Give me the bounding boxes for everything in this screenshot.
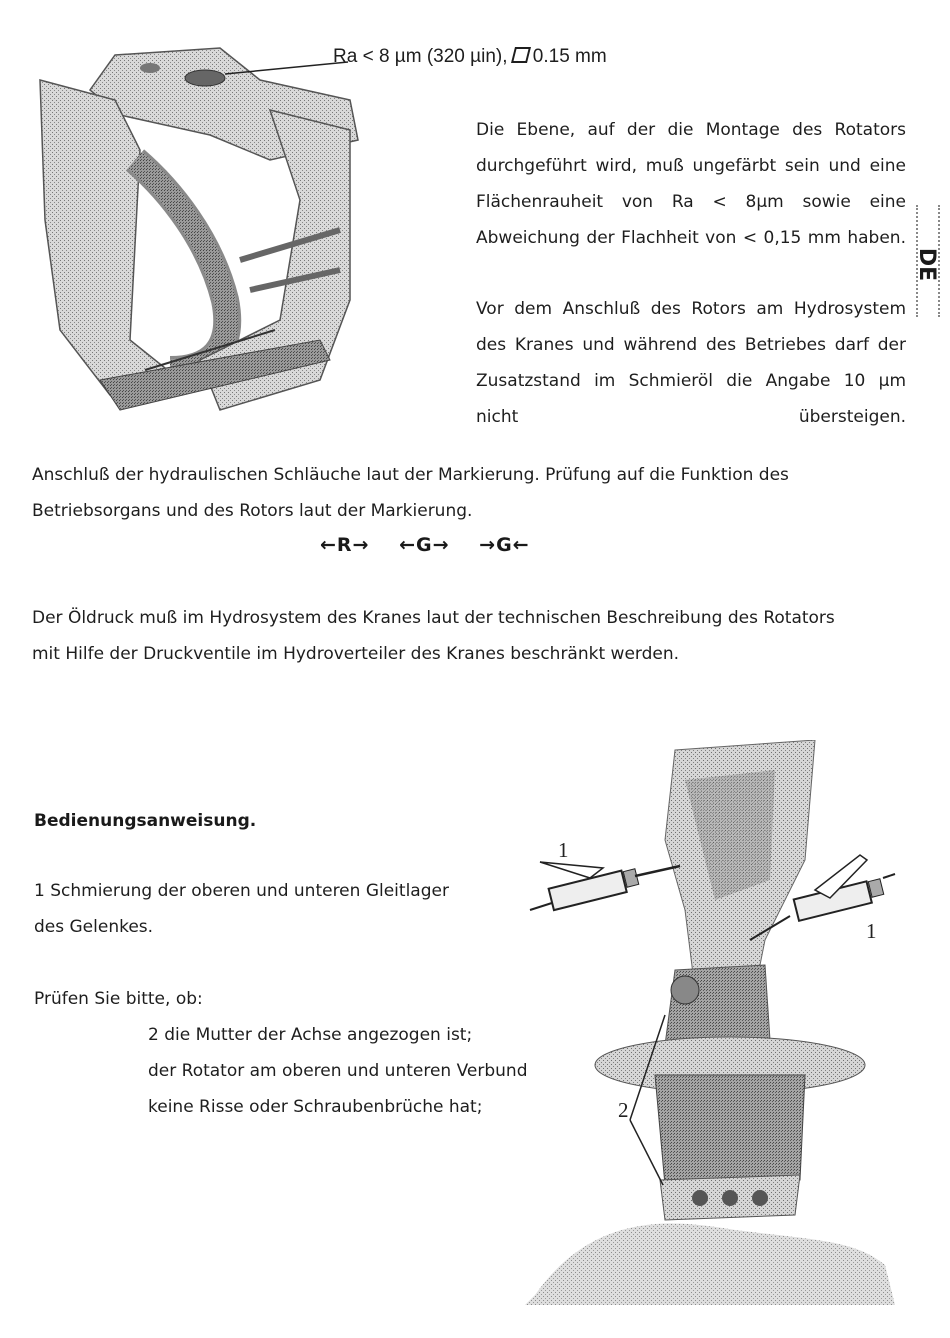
oil-purity-text: Vor dem Anschluß des Rotors am Hydrosystem des Kranes und während des Betriebes darf der Zusatzstand im Schmieröl die Angabe 10 µm nicht übersteigen. — [476, 299, 906, 427]
direction-markers — [320, 534, 552, 556]
figure-label-grease-left: 1 — [558, 838, 569, 862]
flatness-icon — [511, 47, 531, 63]
rotator-lubrication-illustration — [515, 740, 910, 1305]
mounting-surface-text: Die Ebene, auf der die Montage des Rotators durchgeführt wird, muß ungefärbt sein und eine Flächenrauheit von Ra < 8µm sowie eine Abweichung der Flachheit von < 0,15 mm haben. — [476, 120, 906, 248]
hose-connection-paragraph: Anschluß der hydraulischen Schläuche laut der Markierung. Prüfung auf die Funktion des Betriebsorgans und des Rotors laut der Markierung. — [32, 465, 789, 521]
roughness-spec: Ra < 8 µm (320 µin), — [333, 46, 508, 67]
check-item: 2 die Mutter der Achse angezogen ist; — [148, 1025, 473, 1045]
check-item: der Rotator am oberen und unteren Verbund — [148, 1061, 528, 1081]
language-code: DE — [914, 247, 940, 282]
lubrication-step: 1 Schmierung der oberen und unteren Gleitlager des Gelenkes. — [34, 881, 449, 937]
flatness-spec: 0.15 mm — [532, 46, 607, 67]
marker-g-in: →G← — [479, 534, 530, 556]
oil-purity-paragraph — [476, 291, 906, 435]
grease-gun-left-icon — [530, 862, 680, 910]
oil-pressure-paragraph: Der Öldruck muß im Hydrosystem des Kranes laut der technischen Beschreibung des Rotators mit Hilfe der Druckventile im Hydroverteiler des Kranes beschränkt werden. — [32, 608, 835, 664]
rotator-mount-illustration — [20, 40, 365, 430]
figure-label-nut: 2 — [618, 1098, 629, 1122]
marker-g-out: ←G→ — [399, 534, 450, 556]
surface-spec-callout — [333, 46, 607, 68]
marker-r: ←R→ — [320, 534, 370, 556]
check-intro: Prüfen Sie bitte, ob: — [34, 989, 203, 1009]
check-list — [148, 1017, 548, 1125]
mounting-surface-paragraph — [476, 112, 906, 256]
check-item: keine Risse oder Schraubenbrüche hat; — [148, 1097, 483, 1117]
instructions-heading: Bedienungsanweisung. — [34, 811, 257, 831]
figure-label-grease-right: 1 — [866, 919, 877, 943]
language-tab — [908, 205, 940, 317]
